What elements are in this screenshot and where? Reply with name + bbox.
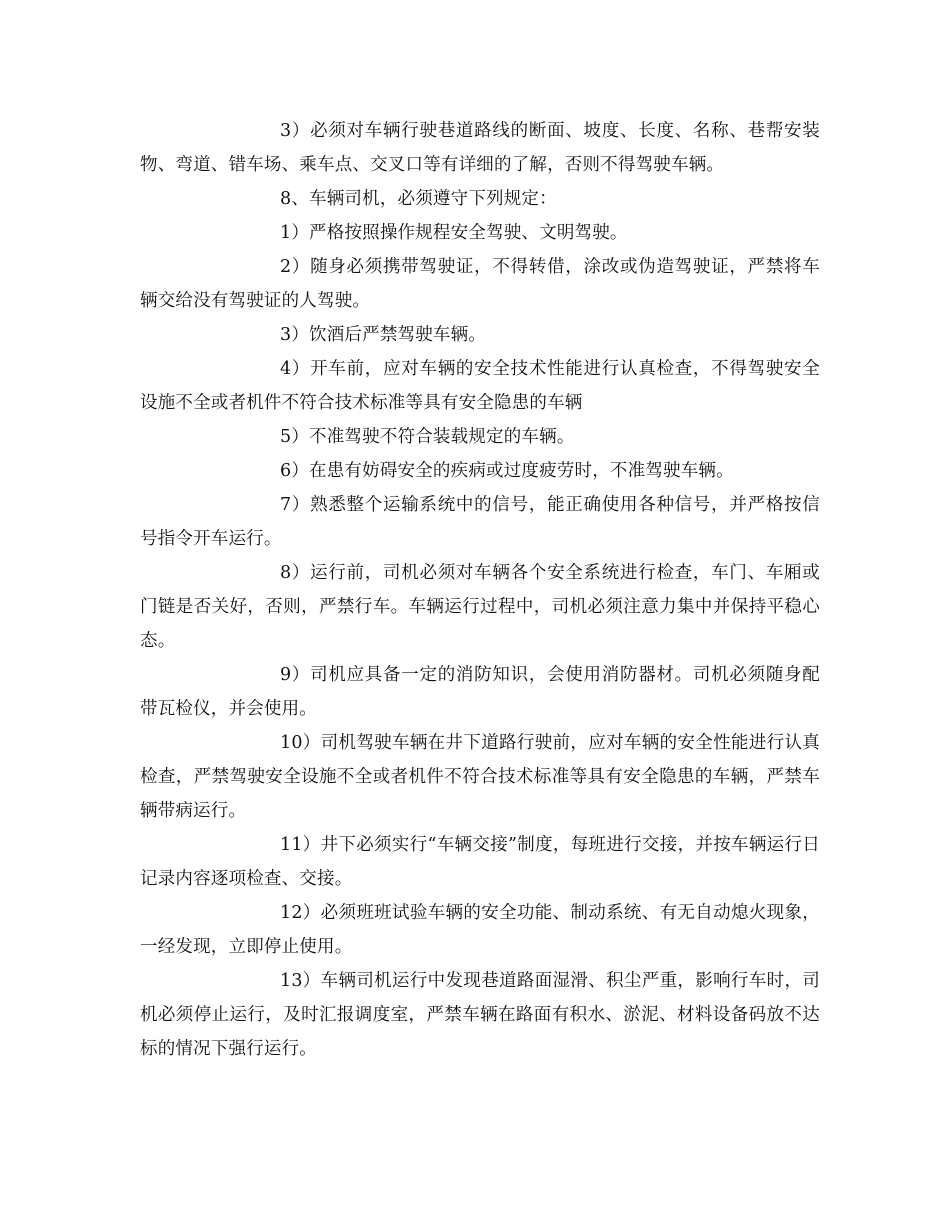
paragraph-item-9: 9）司机应具备一定的消防知识，会使用消防器材。司机必须随身配带瓦检仪，并会使用。 xyxy=(140,665,820,719)
paragraph-item-7: 7）熟悉整个运输系统中的信号，能正确使用各种信号，并严格按信号指令开车运行。 xyxy=(140,495,820,549)
paragraph-item-6: 6）在患有妨碍安全的疾病或过度疲劳时，不准驾驶车辆。 xyxy=(280,461,734,481)
paragraph-item-8: 8）运行前，司机必须对车辆各个安全系统进行检查，车门、车厢或门链是否关好，否则，严禁行车。车辆运行过程中，司机必须注意力集中并保持平稳心态。 xyxy=(140,563,820,651)
paragraph-section-8-heading: 8、车辆司机，必须遵守下列规定： xyxy=(280,189,557,209)
paragraph-item-13: 13）车辆司机运行中发现巷道路面湿滑、积尘严重，影响行车时，司机必须停止运行，及时汇报调度室，严禁车辆在路面有积水、淤泥、材料设备码放不达标的情况下强行运行。 xyxy=(140,971,820,1059)
paragraph-item-12: 12）必须班班试验车辆的安全功能、制动系统、有无自动熄火现象，一经发现，立即停止使用。 xyxy=(140,903,820,957)
paragraph-item-2: 2）随身必须携带驾驶证，不得转借，涂改或伪造驾驶证，严禁将车辆交给没有驾驶证的人驾驶。 xyxy=(140,257,820,311)
paragraph-item-4: 4）开车前，应对车辆的安全技术性能进行认真检查，不得驾驶安全设施不全或者机件不符合技术标准等具有安全隐患的车辆 xyxy=(140,359,820,413)
paragraph-item-10: 10）司机驾驶车辆在井下道路行驶前，应对车辆的安全性能进行认真检查，严禁驾驶安全设施不全或者机件不符合技术标准等具有安全隐患的车辆，严禁车辆带病运行。 xyxy=(140,733,820,821)
paragraph-item-5: 5）不准驾驶不符合装载规定的车辆。 xyxy=(280,427,575,447)
paragraph-item-3: 3）饮酒后严禁驾驶车辆。 xyxy=(280,325,487,345)
paragraph-item-1: 1）严格按照操作规程安全驾驶、文明驾驶。 xyxy=(280,223,628,243)
paragraph-item-11: 11）井下必须实行“车辆交接”制度，每班进行交接，并按车辆运行日记录内容逐项检查、交接。 xyxy=(140,835,820,889)
document-body xyxy=(140,114,820,1066)
paragraph-item-3-route-knowledge: 3）必须对车辆行驶巷道路线的断面、坡度、长度、名称、巷帮安装物、弯道、错车场、乘车点、交叉口等有详细的了解，否则不得驾驶车辆。 xyxy=(140,121,820,175)
